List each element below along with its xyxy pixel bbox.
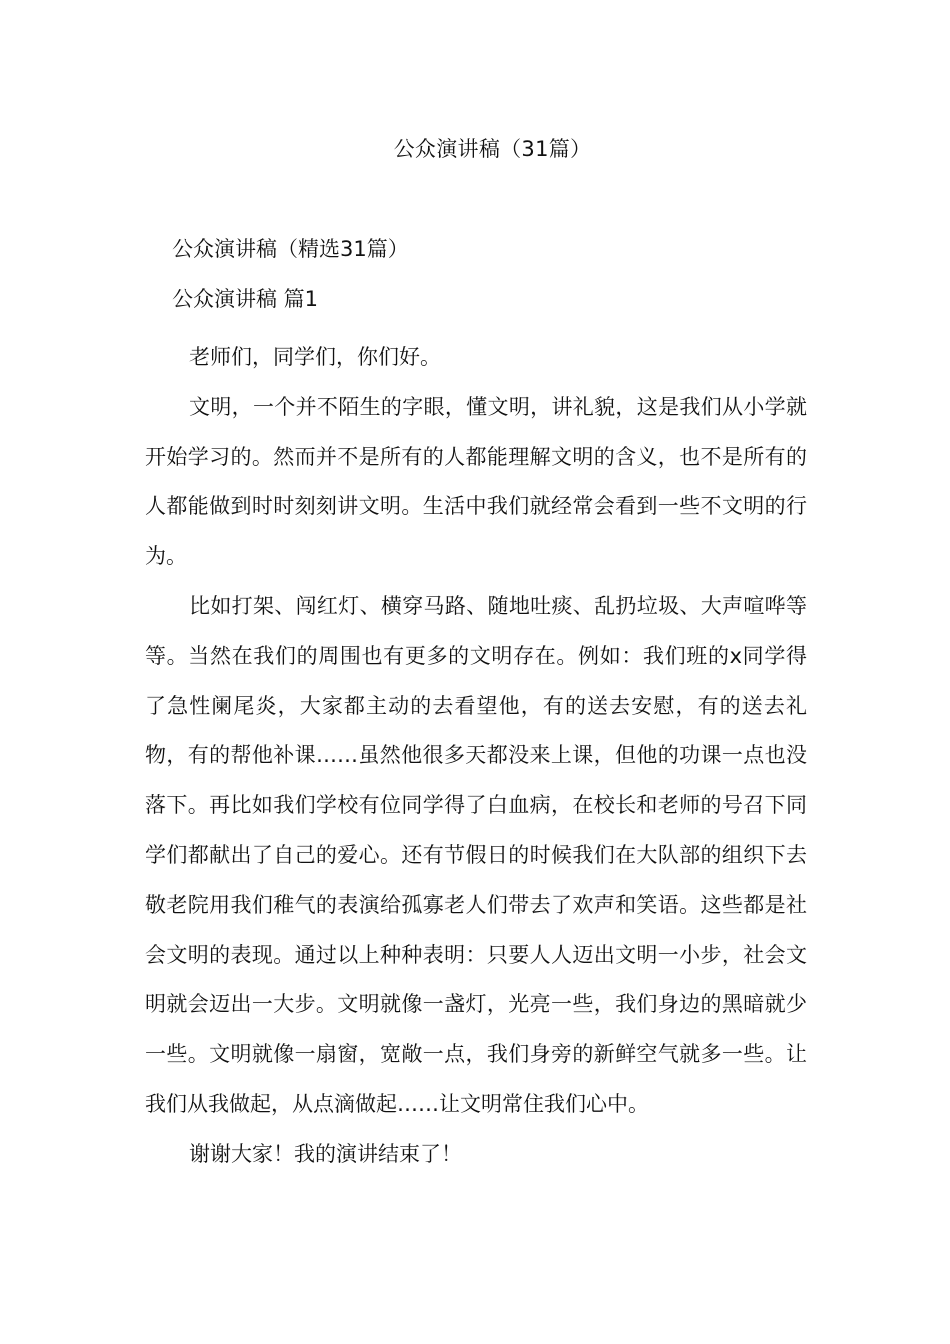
- paragraph-civilization-intro: 文明，一个并不陌生的字眼，懂文明，讲礼貌，这是我们从小学就开始学习的。然而并不是所有的人都能理解文明的含义，也不是所有的人都能做到时时刻刻讲文明。生活中我们就经常会看到一些不文明的行为。: [145, 394, 807, 569]
- paragraph-greeting: 老师们，同学们，你们好。: [189, 345, 441, 369]
- document-title: 公众演讲稿（31篇）: [393, 137, 592, 161]
- paragraph-civilization-examples: 比如打架、闯红灯、横穿马路、随地吐痰、乱扔垃圾、大声喧哗等等。当然在我们的周围也有更多的文明存在。例如：我们班的x同学得了急性阑尾炎，大家都主动的去看望他，有的送去安慰，有的送去礼物，有的帮他补课……虽然他很多天都没来上课，但他的功课一点也没落下。再比如我们学校有位同学得了白血病，在校长和老师的号召下同学们都献出了自己的爱心。还有节假日的时候我们在大队部的组织下去敬老院用我们稚气的表演给孤寡老人们带去了欢声和笑语。这些都是社会文明的表现。通过以上种种表明：只要人人迈出文明一小步，社会文明就会迈出一大步。文明就像一盏灯，光亮一些，我们身边的黑暗就少一些。文明就像一扇窗，宽敞一点，我们身旁的新鲜空气就多一些。让我们从我做起，从点滴做起……让文明常住我们心中。: [145, 593, 807, 1116]
- section-heading: 公众演讲稿 篇1: [172, 287, 319, 311]
- speech-body: [145, 333, 807, 1180]
- paragraph-closing: 谢谢大家！我的演讲结束了！: [189, 1141, 462, 1166]
- document-subtitle: 公众演讲稿（精选31篇）: [172, 237, 409, 261]
